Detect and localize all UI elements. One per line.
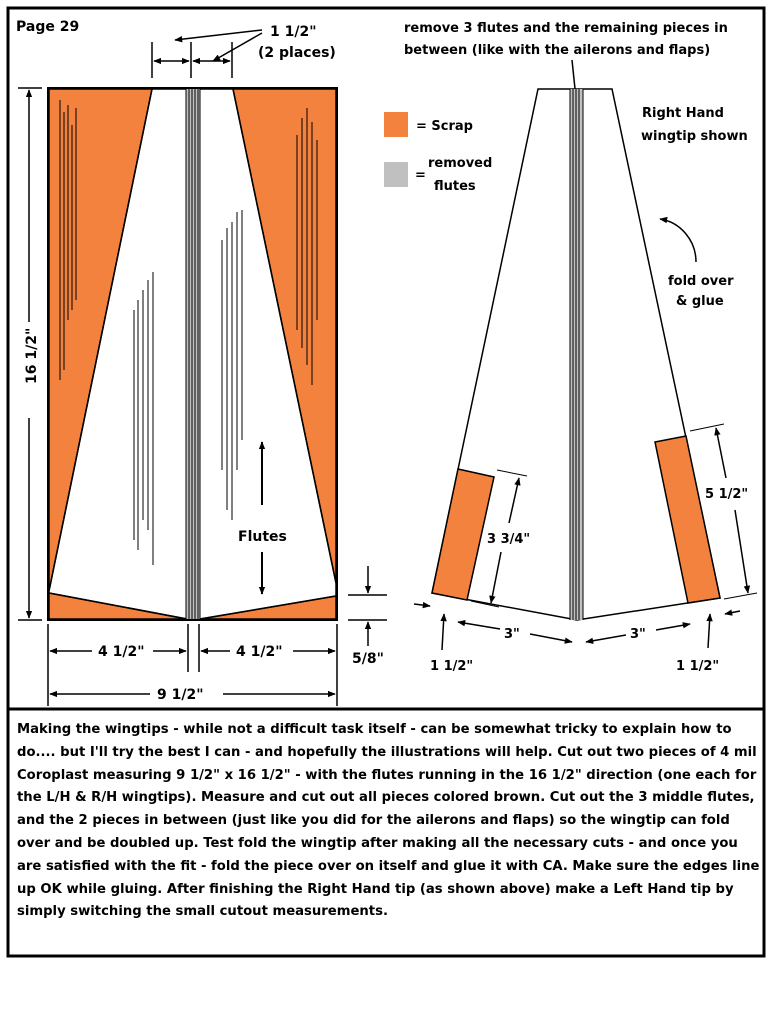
right-half-dim-label: 4 1/2": [236, 644, 283, 660]
right-cut-width-label: 1 1/2": [676, 659, 720, 674]
legend: [384, 112, 492, 194]
legend-removed-eq: =: [415, 168, 426, 183]
total-width-dim-label: 9 1/2": [157, 687, 204, 703]
legend-scrap-label: = Scrap: [416, 119, 473, 134]
legend-removed-label-2: flutes: [434, 179, 476, 194]
instructions-paragraph: Making the wingtips - while not a difficult task itself - can be somewhat tricky to explain how to do.... but I'll try the best I can - and hopefully the illustrations will help. Cut out two pieces of 4 mil Coroplast measuring 9 1/2" x 16 1/2" - with the flutes running in the 16 1/2" direction (one each for the L/H & R/H wingtips). Measure and cut out all pieces colored brown. Cut out the 3 middle flutes, and the 2 pieces in between (just like you did for the ailerons and flaps) so the wingtip can fold over and be doubled up. Test fold the wingtip after making all the necessary cuts - and once you are satisfied with the fit - fold the piece over on itself and glue it with CA. Make sure the edges line up OK while gluing. After finishing the Right Hand tip (as shown above) make a Left Hand tip by simply switching the small cutout measurements.: [17, 722, 760, 920]
wingtip-title-2: wingtip shown: [641, 129, 748, 144]
fold-label-1: fold over: [668, 274, 734, 289]
height-dimension: [18, 88, 42, 620]
fold-arrow: [660, 219, 696, 262]
remove-flutes-note-1: remove 3 flutes and the remaining pieces in: [404, 21, 728, 36]
legend-scrap-swatch: [384, 112, 408, 137]
left-bottom-dim-label: 3": [504, 627, 520, 642]
right-bottom-dim-label: 3": [630, 627, 646, 642]
height-dim-label: 16 1/2": [24, 327, 40, 384]
wingtip-title-1: Right Hand: [642, 106, 724, 121]
top-flute-dimension: [152, 24, 336, 78]
left-sheet: [48, 88, 337, 620]
left-cut-length-label: 3 3/4": [487, 532, 531, 547]
fold-label-2: & glue: [676, 294, 724, 309]
legend-removed-swatch: [384, 162, 408, 187]
right-cut-length-label: 5 1/2": [705, 487, 749, 502]
top-flute-dim-label: 1 1/2": [270, 24, 317, 40]
legend-removed-label-1: removed: [428, 156, 493, 171]
remove-flutes-note-2: between (like with the ailerons and flaps): [404, 43, 711, 58]
left-cut-width-label: 1 1/2": [430, 659, 474, 674]
page-label: Page 29: [16, 19, 80, 35]
left-half-dim-label: 4 1/2": [98, 644, 145, 660]
top-flute-dim-note: (2 places): [258, 45, 336, 61]
bottom-notch-dim-label: 5/8": [352, 651, 384, 667]
flutes-label: Flutes: [238, 529, 287, 545]
